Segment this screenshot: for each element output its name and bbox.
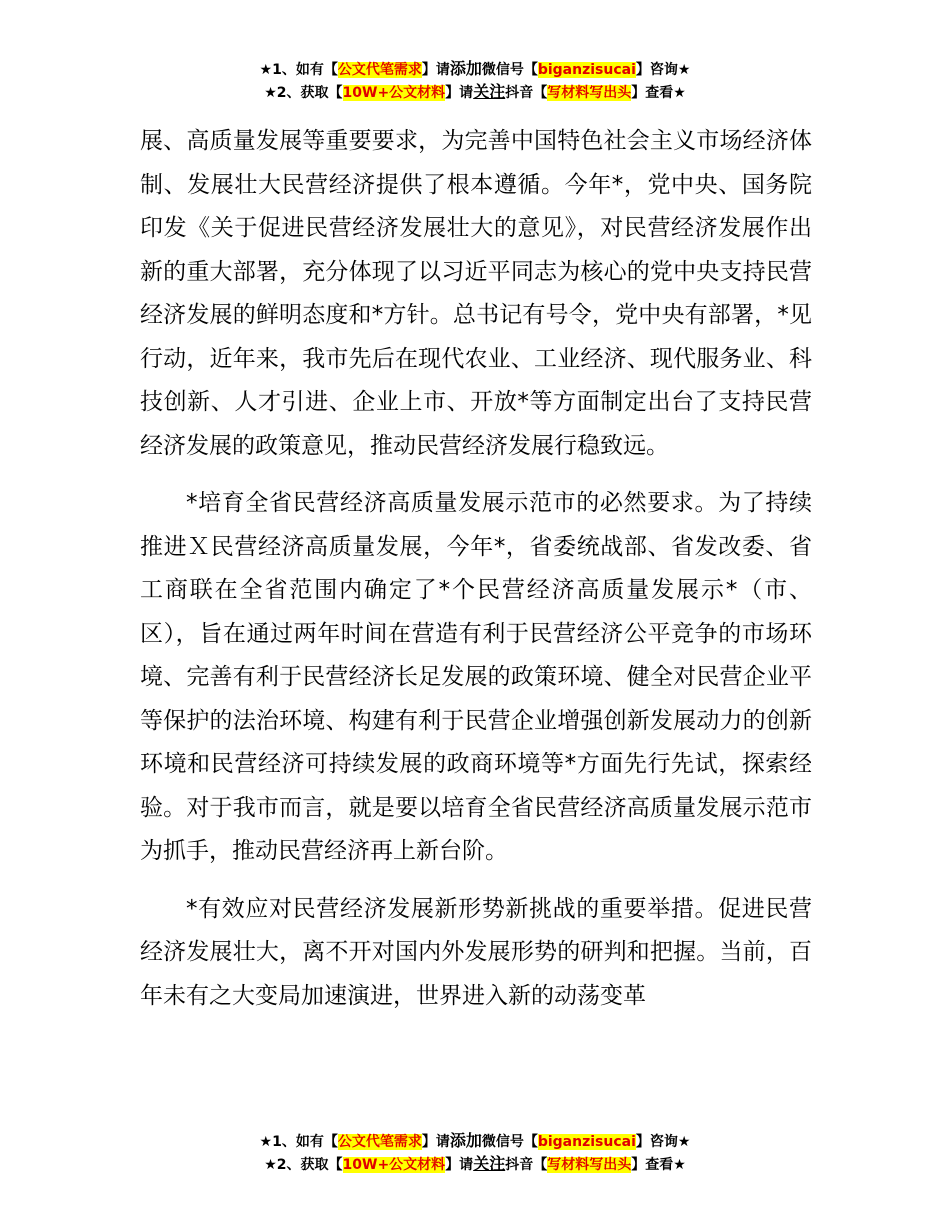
header-banner (0, 58, 950, 104)
document-body (140, 120, 812, 1018)
banner-text: 】请 (421, 1134, 450, 1150)
banner-highlight: 公文代笔需求 (337, 1134, 422, 1150)
banner-text: ★2、获取【 (264, 85, 343, 101)
banner-highlight: biganzisucai (537, 1134, 636, 1150)
banner-text: ★1、如有【 (259, 1134, 338, 1150)
banner-emphasis: 添加 (449, 1131, 482, 1150)
banner-highlight: 10W+公文材料 (342, 1157, 446, 1173)
banner-text: 】咨询★ (635, 62, 691, 78)
footer-banner (0, 1130, 950, 1176)
banner-emphasis: 添加 (449, 59, 482, 78)
banner-emphasis: 关注 (473, 1154, 506, 1173)
banner-text: ★2、获取【 (264, 1157, 343, 1173)
header-banner-line-1 (0, 58, 950, 81)
banner-text: 微信号【 (481, 1134, 538, 1150)
banner-highlight: 写材料写出头 (547, 85, 632, 101)
banner-text: 】咨询★ (635, 1134, 691, 1150)
banner-text: ★1、如有【 (259, 62, 338, 78)
footer-banner-line-2 (0, 1153, 950, 1176)
banner-emphasis: 关注 (473, 82, 506, 101)
header-banner-line-2 (0, 81, 950, 104)
banner-text: 】请 (421, 62, 450, 78)
banner-text: 】查看★ (631, 1157, 686, 1173)
banner-text: 抖音【 (505, 85, 548, 101)
banner-text: 】请 (445, 85, 474, 101)
banner-highlight: biganzisucai (537, 62, 636, 78)
footer-banner-line-1 (0, 1130, 950, 1153)
banner-text: 微信号【 (481, 62, 538, 78)
body-paragraph-1: 展、高质量发展等重要要求，为完善中国特色社会主义市场经济体制、发展壮大民营经济提供了根本遵循。今年*，党中央、国务院印发《关于促进民营经济发展壮大的意见》，对民营经济发展作出新的重大部署，充分体现了以习近平同志为核心的党中央支持民营经济发展的鲜明态度和*方针。总书记有号令，党中央有部署，*见行动，近年来，我市先后在现代农业、工业经济、现代服务业、科技创新、人才引进、企业上市、开放*等方面制定出台了支持民营经济发展的政策意见，推动民营经济发展行稳致远。 (140, 128, 812, 459)
body-paragraph-2: *培育全省民营经济高质量发展示范市的必然要求。为了持续推进Ｘ民营经济高质量发展，今年*，省委统战部、省发改委、省工商联在全省范围内确定了*个民营经济高质量发展示*（市、区），旨在通过两年时间在营造有利于民营经济公平竞争的市场环境、完善有利于民营经济长足发展的政策环境、健全对民营企业平等保护的法治环境、构建有利于民营企业增强创新发展动力的创新环境和民营经济可持续发展的政商环境等*方面先行先试，探索经验。对于我市而言，就是要以培育全省民营经济高质量发展示范市为抓手，推动民营经济再上新台阶。 (140, 490, 812, 864)
banner-text: 】查看★ (631, 85, 686, 101)
body-paragraph-3: *有效应对民营经济发展新形势新挑战的重要举措。促进民营经济发展壮大，离不开对国内外发展形势的研判和把握。当前，百年未有之大变局加速演进，世界进入新的动荡变革 (140, 895, 812, 1009)
banner-highlight: 10W+公文材料 (342, 85, 446, 101)
banner-highlight: 写材料写出头 (547, 1157, 632, 1173)
banner-text: 抖音【 (505, 1157, 548, 1173)
banner-highlight: 公文代笔需求 (337, 62, 422, 78)
banner-text: 】请 (445, 1157, 474, 1173)
